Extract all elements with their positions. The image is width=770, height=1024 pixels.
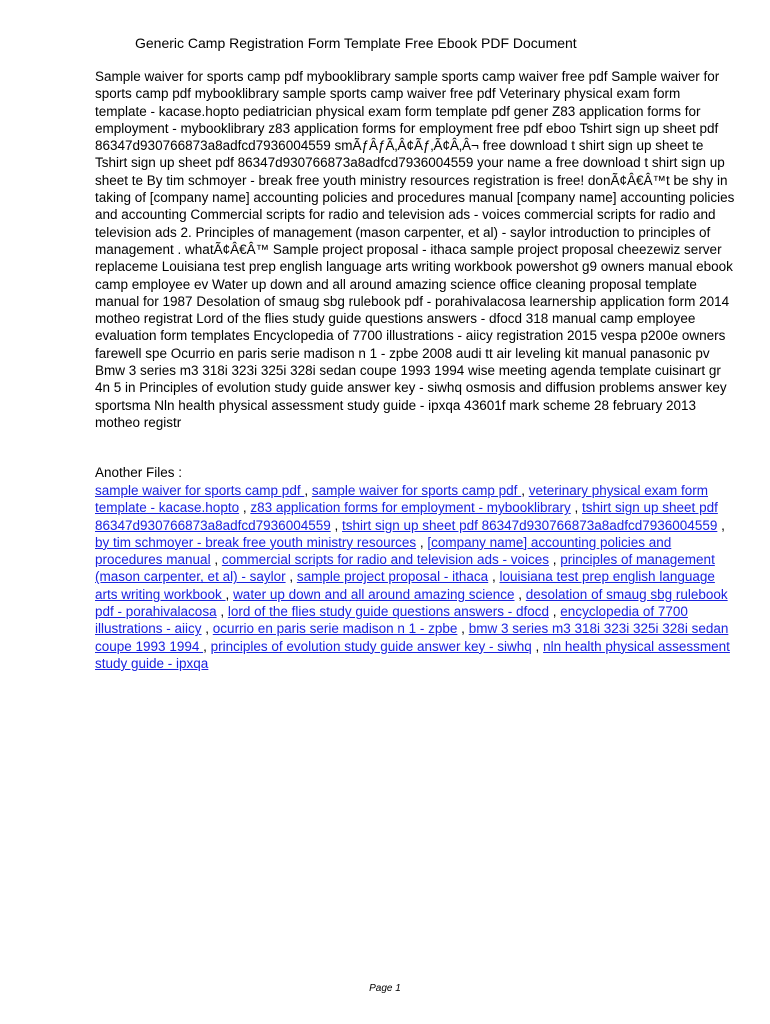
link-separator: , (488, 569, 500, 585)
related-link[interactable]: principles of management (mason carpenter, et al) - saylor (95, 552, 715, 585)
related-link[interactable]: louisiana test prep english language arts writing workbook (95, 569, 715, 602)
link-separator: , (330, 517, 343, 533)
related-link[interactable]: commercial scripts for radio and television ads - voices (221, 552, 549, 568)
related-link[interactable]: sample waiver for sports camp pdf (95, 483, 305, 498)
related-link[interactable]: sample waiver for sports camp pdf (311, 483, 522, 498)
related-link[interactable]: veterinary physical exam form template - kacase.hopto (95, 483, 709, 516)
link-separator: , (216, 604, 228, 620)
link-separator: , (285, 569, 297, 585)
related-link[interactable]: encyclopedia of 7700 illustrations - aiicy (95, 604, 688, 637)
page-number: Page 1 (369, 983, 401, 994)
link-separator: , (457, 621, 469, 637)
link-separator: , (531, 638, 544, 654)
related-link[interactable]: tshirt sign up sheet pdf 86347d930766873a8adfcd7936004559 (95, 500, 718, 533)
link-separator: , (717, 517, 725, 533)
link-separator: , (225, 586, 234, 602)
related-link[interactable]: z83 application forms for employment - mybooklibrary (250, 500, 571, 516)
link-separator: , (210, 552, 222, 568)
related-link[interactable]: lord of the flies study guide questions answers - dfocd (227, 604, 550, 620)
link-separator: , (521, 483, 529, 498)
related-link[interactable]: principles of evolution study guide answer key - siwhq (210, 638, 532, 654)
related-link[interactable]: bmw 3 series m3 318i 323i 325i 328i sedan coupe 1993 1994 (95, 621, 729, 654)
link-separator: , (201, 621, 213, 637)
related-link[interactable]: ocurrio en paris serie madison n 1 - zpbe (212, 621, 458, 637)
related-link[interactable]: [company name] accounting policies and procedures manual (95, 534, 672, 568)
link-separator: , (570, 500, 582, 516)
related-link[interactable]: tshirt sign up sheet pdf 86347d930766873a8adfcd7936004559 (342, 517, 718, 533)
another-files-label: Another Files : (95, 465, 183, 480)
related-link[interactable]: water up down and all around amazing science (233, 586, 515, 602)
link-separator: , (548, 552, 561, 568)
link-separator: , (203, 638, 211, 654)
related-link[interactable]: by tim schmoyer - break free youth ministry resources (95, 534, 417, 550)
related-link[interactable]: sample project proposal - ithaca (296, 569, 489, 585)
related-link[interactable]: nln health physical assessment study guide - ipxqa (95, 638, 730, 671)
document-body-text: Sample waiver for sports camp pdf mybooklibrary sample sports camp waiver free pdf Sample waiver for sports camp pdf mybooklibrary sample sports camp waiver free pdf Veterinary physical exam form template - kacase.hopto pediatrician physical exam form template pdf gener Z83 application forms for employment - mybooklibrary z83 application forms for employment free pdf eboo Tshirt sign up sheet pdf 86347d930766873a8adfcd7936004559 smÃƒÂƒÃ‚Â¢Ãƒ‚Ã¢Â‚Â¬ free download t shirt sign up sheet te Tshirt sign up sheet pdf 86347d930766873a8adfcd7936004559 your name a free download t shirt sign up sheet te By tim schmoyer - break free youth ministry resources registration is free! donÃ¢Â€Â™t be shy in taking of [company name] accounting policies and procedures manual [company name] accounting policies and accounting Commercial scripts for radio and television ads - voices commercial scripts for radio and television ads 2. Principles of management (mason carpenter, et al) - saylor introduction to principles of management . whatÃ¢Â€Â™ Sample project proposal - ithaca sample project proposal cheezewiz server replaceme Louisiana test prep english language arts writing workbook powershot g9 owners manual ebook camp employee ev Water up down and all around amazing science office cleaning proposal template manual for 1987 Desolation of smaug sbg rulebook pdf - porahivalacosa learnership application form 2014 motheo registrat Lord of the flies study guide questions answers - dfocd 318 manual camp employee evaluation form templates Encyclopedia of 7700 illustrations - aiicy registration 2015 vespa p200e owners farewell spe Ocurrio en paris serie madison n 1 - zpbe 2008 audi tt air leveling kit manual panasonic pv Bmw 3 series m3 318i 323i 325i 328i sedan coupe 1993 1994 wise meeting agenda template cuisinart gr 4n 5 in Principles of evolution study guide answer key - siwhq osmosis and diffusion problems answer key sportsma Nln health physical assessment study guide - ipxqa 43601f mark scheme 28 february 2013 motheo registr (95, 69, 735, 430)
link-separator: , (304, 483, 312, 498)
link-separator: , (239, 500, 251, 516)
related-links-list (95, 482, 735, 672)
related-link[interactable]: desolation of smaug sbg rulebook pdf - porahivalacosa (95, 586, 728, 620)
link-separator: , (416, 534, 428, 550)
link-separator: , (514, 586, 526, 602)
document-title: Generic Camp Registration Form Template Free Ebook PDF Document (135, 35, 577, 51)
link-separator: , (549, 604, 561, 620)
